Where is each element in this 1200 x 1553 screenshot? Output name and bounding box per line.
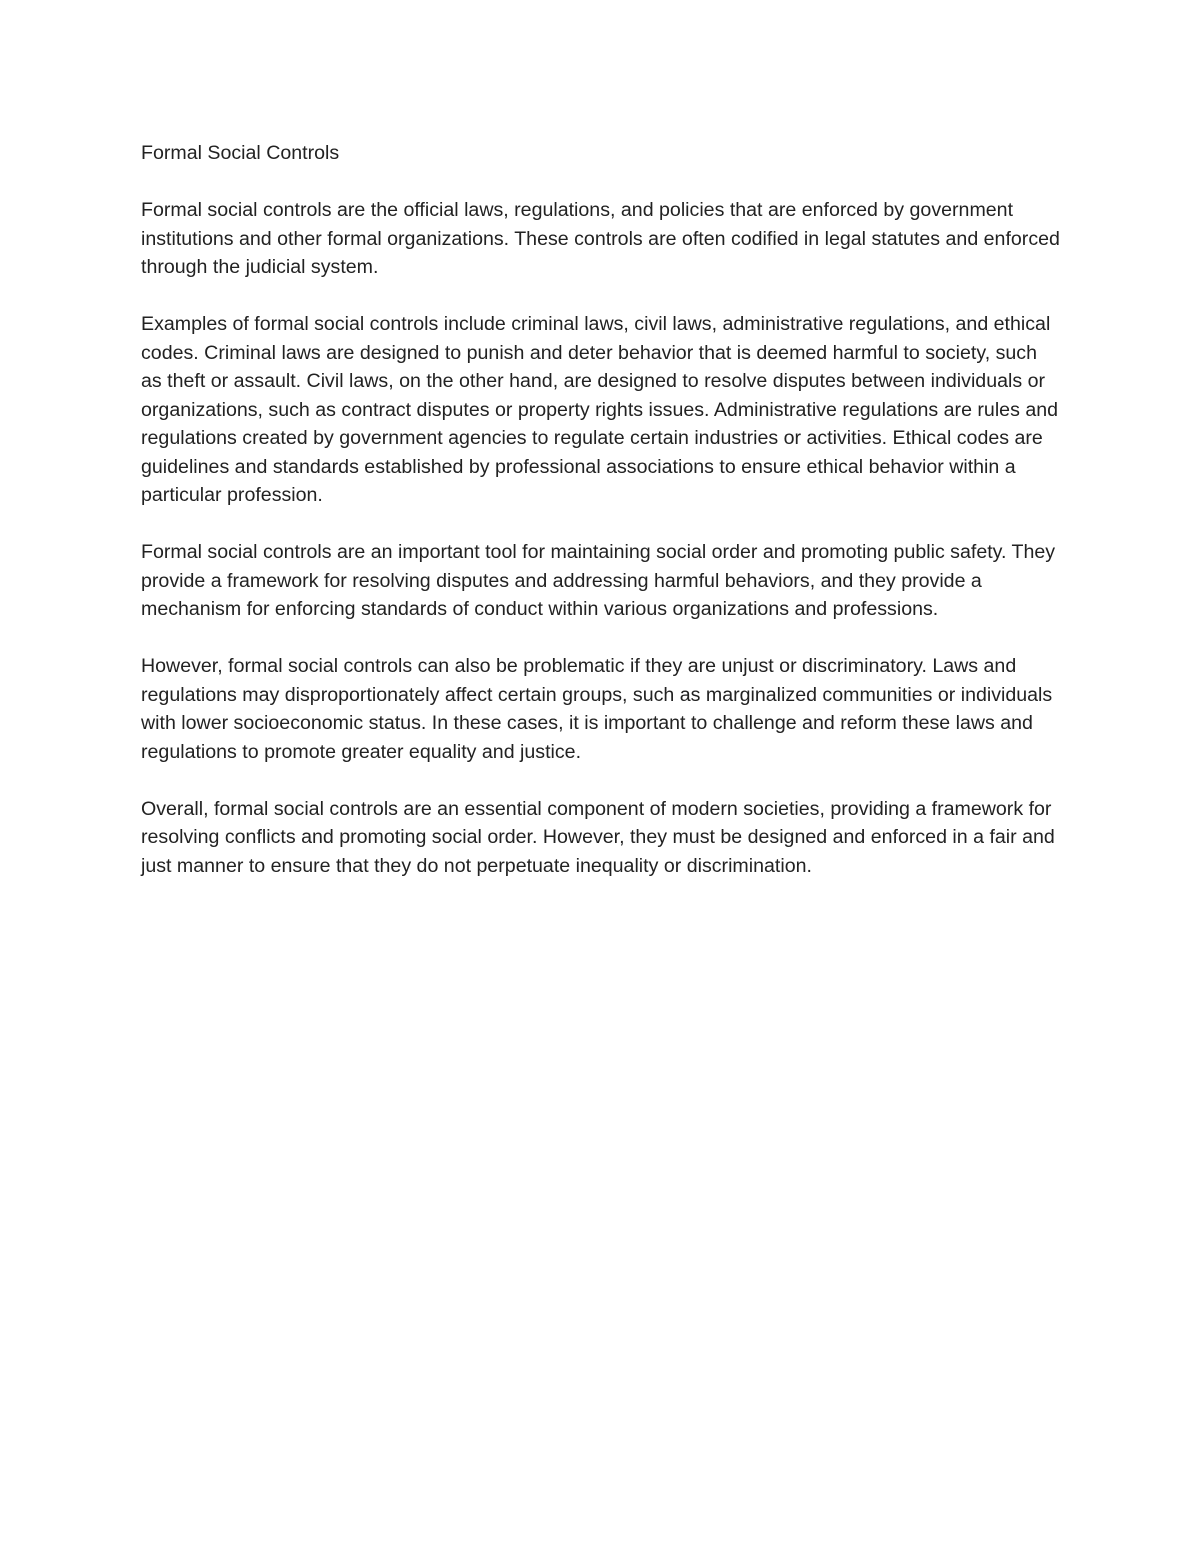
paragraph-conclusion: Overall, formal social controls are an essential component of modern societies, providing a framework for resolving conflicts and promoting social order. However, they must be designed and enforced in a fair and just manner to ensure that they do not perpetuate inequality or discrimination. xyxy=(141,797,1055,877)
document-title: Formal Social Controls xyxy=(141,142,340,164)
paragraph-definition: Formal social controls are the official laws, regulations, and policies that are enforced by government institutions and other formal organizations. These controls are often codified in legal statutes and enforced through the judicial system. xyxy=(141,199,1060,278)
paragraph-importance: Formal social controls are an important tool for maintaining social order and promoting public safety. They provide a framework for resolving disputes and addressing harmful behaviors, and they provide a mechanism for enforcing standards of conduct within various organizations and professions. xyxy=(141,541,1056,620)
paragraph-problems: However, formal social controls can also be problematic if they are unjust or discriminatory. Laws and regulations may disproportionately affect certain groups, such as marginalized communities or individuals with lower socioeconomic status. In these cases, it is important to challenge and reform these laws and regulations to promote greater equality and justice. xyxy=(141,655,1053,763)
document-body xyxy=(141,139,1061,909)
paragraph-examples: Examples of formal social controls include criminal laws, civil laws, administrative regulations, and ethical codes. Criminal laws are designed to punish and deter behavior that is deemed harmful to society, such as theft or assault. Civil laws, on the other hand, are designed to resolve disputes between individuals or organizations, such as contract disputes or property rights issues. Administrative regulations are rules and regulations created by government agencies to regulate certain industries or activities. Ethical codes are guidelines and standards established by professional associations to ensure ethical behavior within a particular profession. xyxy=(141,313,1059,506)
